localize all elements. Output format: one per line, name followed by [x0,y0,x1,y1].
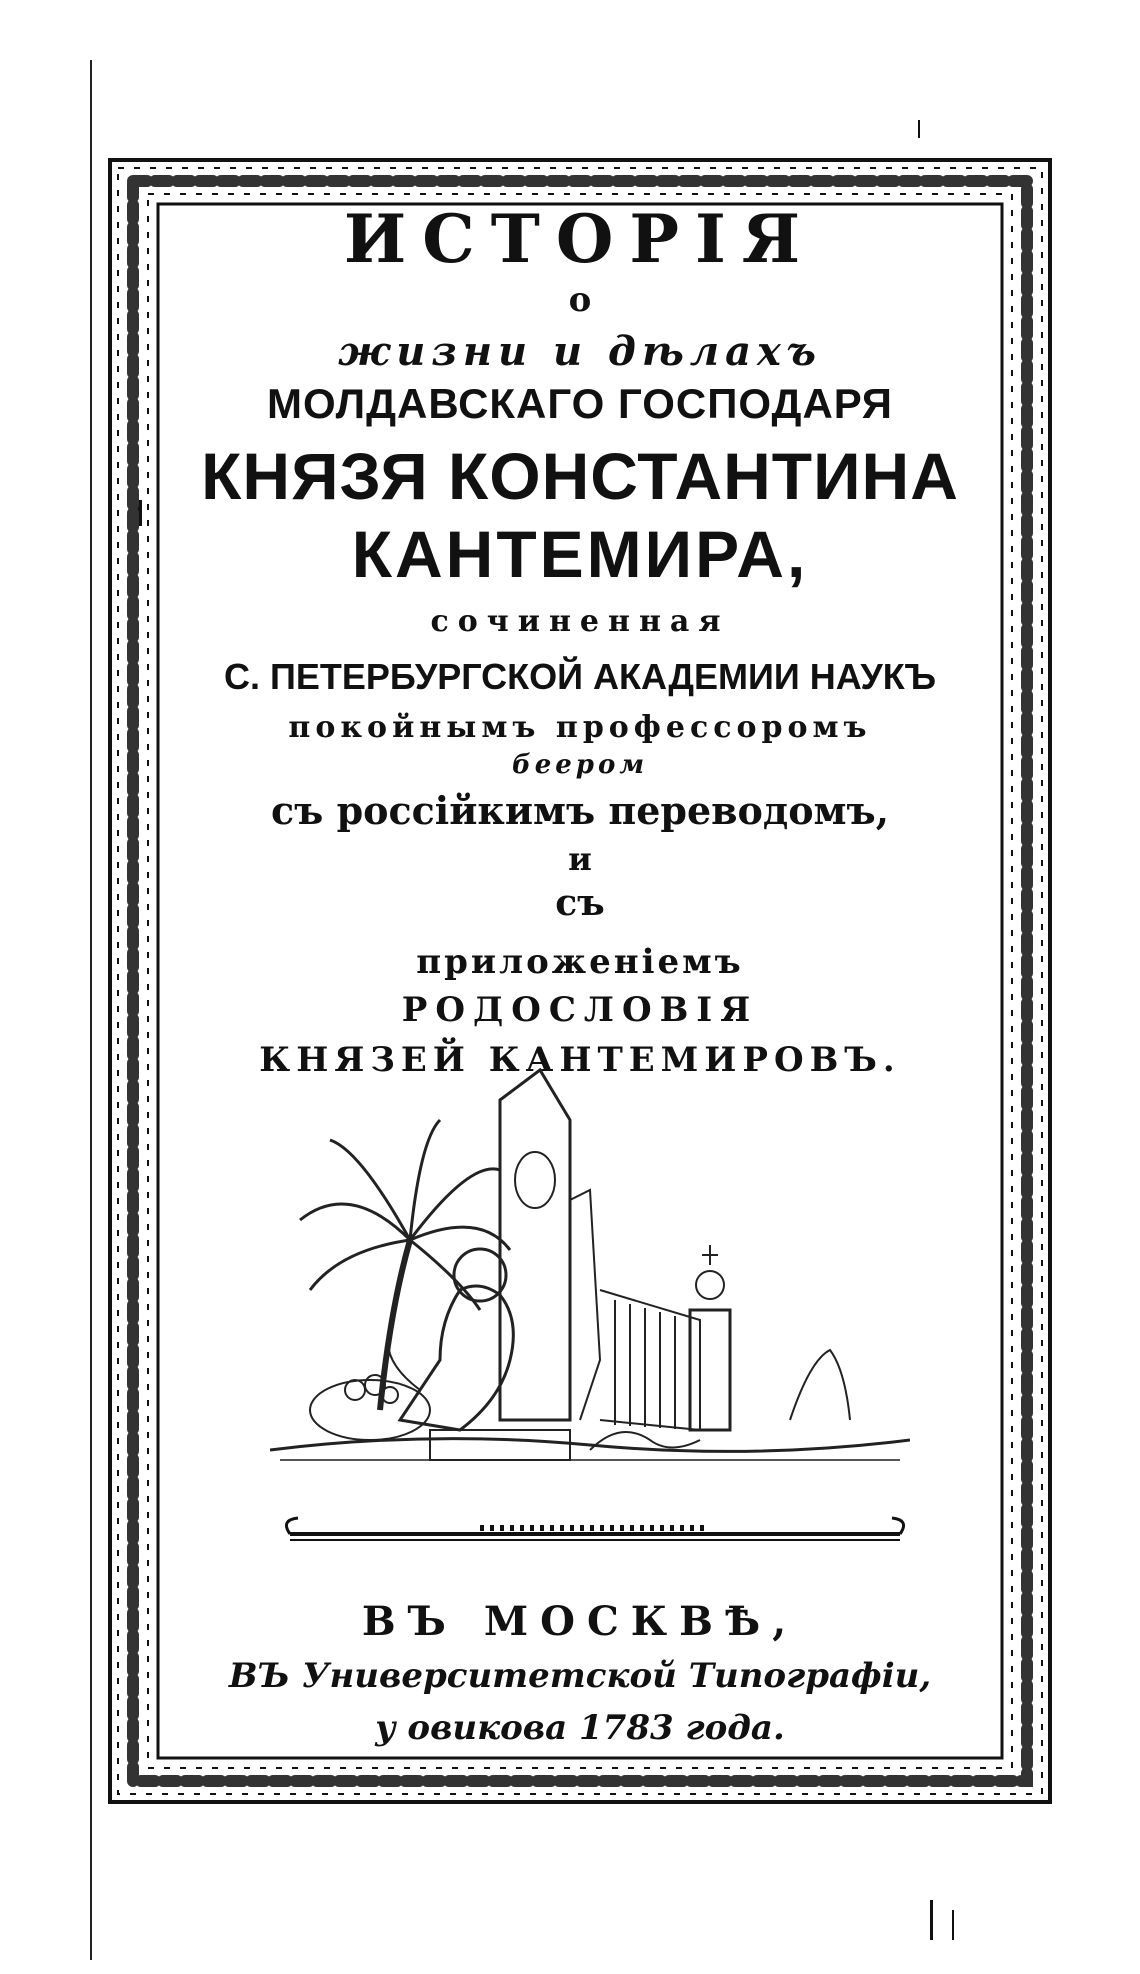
title-block [176,200,984,1090]
title-line-author: беером [511,750,649,780]
title-line-o: о [568,280,592,320]
ink-speck [930,1900,933,1940]
title-line-academy: С. ПЕТЕРБУРГСКОЙ АКАДЕМИИ НАУКЪ [223,656,937,697]
title-line-appendix: приложеніемъ [416,942,744,982]
ink-speck [918,120,920,138]
title-line-composed: сочиненная [430,604,730,639]
title-line-translation: съ россійкимъ переводомъ, [271,788,889,833]
title-line-princes: КНЯЗЕЙ КАНТЕМИРОВЪ. [259,1040,901,1080]
title-line-life: жизни и дѣлахъ [338,328,822,375]
imprint-printer: ВЪ Университетской Типографіи, [228,1656,932,1696]
title-line-with: съ [555,882,605,924]
imprint-publisher-year: у овикова 1783 года. [375,1708,785,1748]
title-line-genealogy: РОДОСЛОВІЯ [401,990,759,1030]
imprint-block [176,1598,984,1760]
title-line-professor: покойнымъ профессоромъ [288,710,872,745]
title-line-prince: КНЯЗЯ КОНСТАНТИНА [201,439,959,513]
imprint-city: ВЪ МОСКВѢ, [361,1598,799,1645]
page-title: ИСТОРІЯ [343,200,817,278]
scan-page-edge [90,60,92,1960]
title-line-and: и [568,840,592,878]
title-line-moldavian: МОЛДАВСКАГО ГОСПОДАРЯ [267,380,893,427]
title-line-kantemir: КАНТЕМИРА, [351,517,809,591]
ink-speck [952,1910,954,1940]
ornamental-rule [280,1510,910,1550]
engraved-vignette [270,1060,910,1470]
